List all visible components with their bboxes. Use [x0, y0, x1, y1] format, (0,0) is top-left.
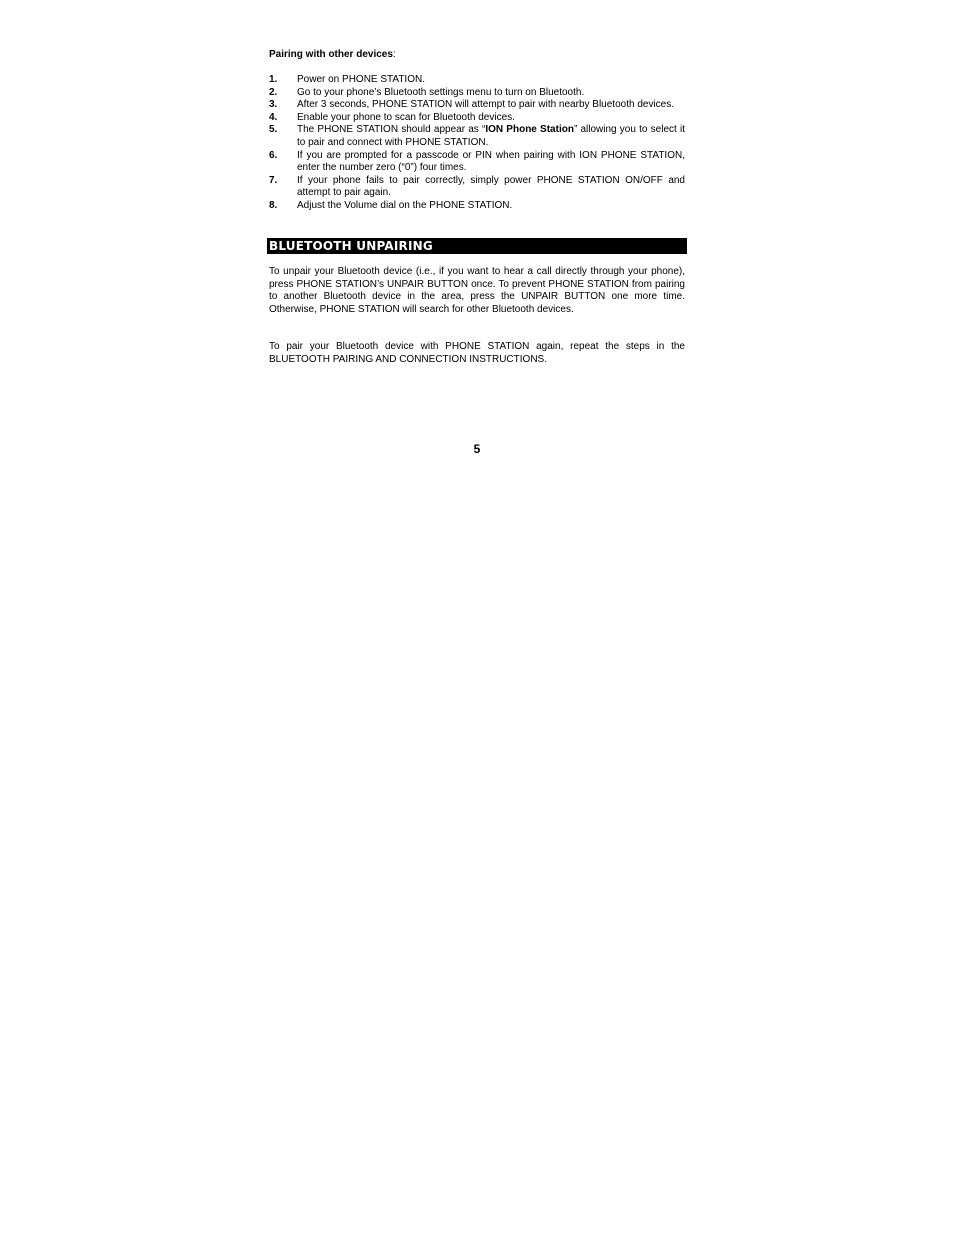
- step-number: 8.: [269, 199, 278, 211]
- step-text: [297, 124, 685, 149]
- step-text-pre: If you are prompted for a passcode or PIN when pairing with ION PHONE STATION, enter the number zero (“0”) four times.: [297, 149, 685, 174]
- step-text: [297, 74, 685, 87]
- list-item: [269, 175, 685, 200]
- list-item: [269, 99, 685, 112]
- list-item: [269, 87, 685, 100]
- device-name-emphasis: ION Phone Station: [485, 124, 574, 136]
- step-number: 7.: [269, 174, 278, 186]
- step-text: [297, 175, 685, 200]
- step-text-pre: After 3 seconds, PHONE STATION will attempt to pair with nearby Bluetooth devices.: [297, 99, 675, 111]
- unpairing-paragraph: To unpair your Bluetooth device (i.e., if you want to hear a call directly through your phone), press PHONE STATION’s UNPAIR BUTTON once. To prevent PHONE STATION from pairing to another Bluetooth device in the area, press the UNPAIR BUTTON one more time. Otherwise, PHONE STATION will search for other Bluetooth devices.: [269, 266, 685, 315]
- page-number: 5: [473, 442, 481, 456]
- pairing-heading-colon: :: [392, 49, 396, 60]
- step-text: [297, 150, 685, 175]
- section-heading-bar: [267, 238, 687, 254]
- step-text-pre: Go to your phone’s Bluetooth settings menu to turn on Bluetooth.: [297, 86, 585, 98]
- list-item: [269, 150, 685, 175]
- step-text: [297, 200, 685, 213]
- list-item: [269, 112, 685, 125]
- repair-paragraph: To pair your Bluetooth device with PHONE STATION again, repeat the steps in the BLUETOOTH PAIRING AND CONNECTION INSTRUCTIONS.: [269, 341, 685, 365]
- step-text-pre: Adjust the Volume dial on the PHONE STATION.: [297, 199, 513, 211]
- pairing-section: [269, 48, 685, 213]
- step-text-pre: Enable your phone to scan for Bluetooth devices.: [297, 111, 515, 123]
- step-text-post: ” allowing you to select it to pair and connect with PHONE STATION.: [297, 124, 685, 148]
- list-item: [269, 200, 685, 213]
- step-number: 2.: [269, 86, 278, 98]
- step-number: 1.: [269, 74, 278, 85]
- list-item: [269, 74, 685, 87]
- step-text: [297, 87, 685, 100]
- pairing-heading: [269, 48, 685, 62]
- step-text-pre: The PHONE STATION should appear as “: [297, 124, 486, 136]
- step-text: [297, 99, 685, 112]
- step-text-pre: Power on PHONE STATION.: [297, 74, 425, 85]
- step-number: 3.: [269, 99, 278, 111]
- step-text-pre: If your phone fails to pair correctly, simply power PHONE STATION ON/OFF and attempt to pair again.: [297, 174, 685, 199]
- pairing-heading-text: Pairing with other devices: [269, 49, 393, 60]
- step-text: [297, 112, 685, 125]
- step-number: 4.: [269, 111, 278, 123]
- list-item: [269, 124, 685, 149]
- pairing-steps-list: [269, 74, 685, 213]
- section-heading-title: BLUETOOTH UNPAIRING: [269, 239, 433, 253]
- step-number: 5.: [269, 124, 278, 136]
- step-number: 6.: [269, 149, 278, 161]
